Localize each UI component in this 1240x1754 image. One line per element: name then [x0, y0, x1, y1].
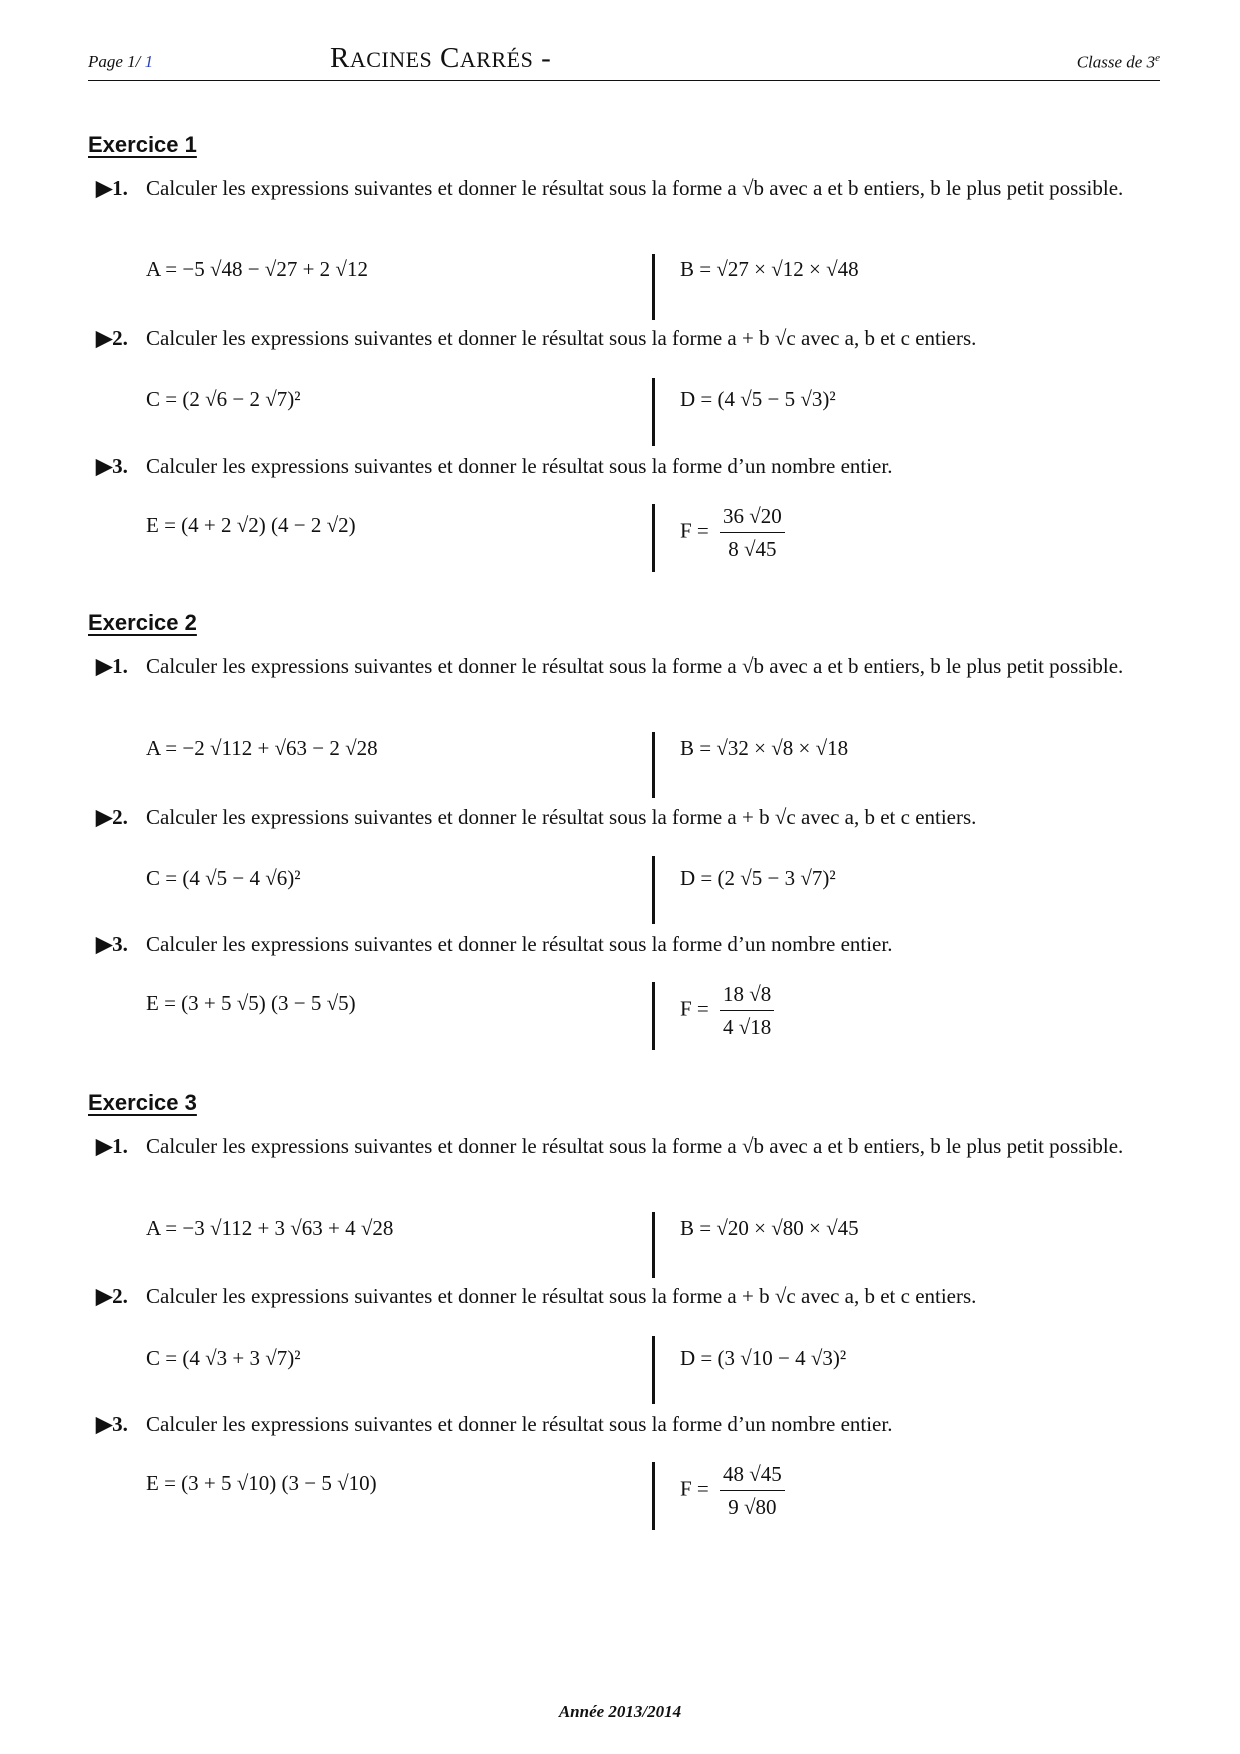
fraction-denominator: 9 √80	[728, 1495, 777, 1519]
page-footer: Année 2013/2014	[558, 1702, 682, 1721]
exercise-1-question-1	[96, 174, 1160, 203]
column-separator	[652, 1462, 655, 1530]
expression-B: B = √27 × √12 × √48	[680, 257, 859, 281]
expression-D: D = (2 √5 − 3 √7)²	[680, 866, 836, 890]
question-instruction: Calculer les expressions suivantes et donner le résultat sous la forme d’un nombre entier.	[146, 1412, 893, 1436]
expression-E: E = (3 + 5 √10) (3 − 5 √10)	[146, 1471, 377, 1495]
question-instruction: Calculer les expressions suivantes et donner le résultat sous la forme d’un nombre entier.	[146, 454, 893, 478]
class-label: Classe de 3e	[1076, 52, 1160, 72]
question-instruction: Calculer les expressions suivantes et donner le résultat sous la forme a √b avec a et b entiers, b le plus petit possible.	[146, 176, 1124, 200]
column-separator	[652, 1212, 655, 1278]
page-counter	[88, 52, 153, 72]
fraction	[720, 501, 785, 564]
exercise-2-question-3	[96, 930, 1160, 959]
column-separator	[652, 982, 655, 1050]
fraction-numerator: 48 √45	[720, 1459, 785, 1491]
question-instruction: Calculer les expressions suivantes et donner le résultat sous la forme a + b √c avec a, b et c entiers.	[146, 805, 977, 829]
expression-C: C = (4 √5 − 4 √6)²	[146, 866, 301, 890]
expression-B: B = √32 × √8 × √18	[680, 736, 849, 760]
question-number: ▶1.	[96, 1134, 128, 1158]
page-header	[88, 44, 1160, 81]
fraction-denominator: 4 √18	[723, 1015, 772, 1039]
exercise-2-question-2	[96, 803, 1160, 832]
exercise-2-question-1	[96, 652, 1160, 681]
expression-F: F = $\frac{36 √20}{8 √45}$	[680, 501, 785, 564]
expression-C: C = (2 √6 − 2 √7)²	[146, 387, 301, 411]
exercise-3-title: Exercice 3	[88, 1090, 197, 1115]
question-number: ▶3.	[96, 1412, 128, 1436]
column-separator	[652, 378, 655, 446]
expression-E: E = (4 + 2 √2) (4 − 2 √2)	[146, 513, 356, 537]
question-number: ▶2.	[96, 1284, 128, 1308]
column-separator	[652, 254, 655, 320]
exercise-1-title: Exercice 1	[88, 132, 197, 157]
fraction	[720, 1459, 785, 1522]
question-instruction: Calculer les expressions suivantes et donner le résultat sous la forme a + b √c avec a, b et c entiers.	[146, 326, 977, 350]
expression-C: C = (4 √3 + 3 √7)²	[146, 1346, 301, 1370]
exercise-3-question-3	[96, 1410, 1160, 1439]
question-number: ▶2.	[96, 805, 128, 829]
expression-F: F = $\frac{48 √45}{9 √80}$	[680, 1459, 785, 1522]
expression-D: D = (4 √5 − 5 √3)²	[680, 387, 836, 411]
page-label: Page 1/	[88, 52, 141, 71]
expression-A: A = −3 √112 + 3 √63 + 4 √28	[146, 1216, 394, 1240]
expression-B: B = √20 × √80 × √45	[680, 1216, 859, 1240]
fraction-numerator: 18 √8	[720, 979, 774, 1011]
expression-E: E = (3 + 5 √5) (3 − 5 √5)	[146, 991, 356, 1015]
page-title: RACINES CARRÉS -	[330, 42, 552, 74]
column-separator	[652, 504, 655, 572]
question-number: ▶1.	[96, 176, 128, 200]
question-number: ▶3.	[96, 932, 128, 956]
fraction-denominator: 8 √45	[728, 537, 777, 561]
page-total-link[interactable]: 1	[144, 52, 154, 71]
exercise-3-question-2	[96, 1282, 1160, 1311]
question-instruction: Calculer les expressions suivantes et donner le résultat sous la forme a √b avec a et b entiers, b le plus petit possible.	[146, 654, 1124, 678]
exercise-3-question-1	[96, 1132, 1160, 1161]
question-number: ▶2.	[96, 326, 128, 350]
exercise-1-question-3	[96, 452, 1160, 481]
exercise-2-title: Exercice 2	[88, 610, 197, 635]
column-separator	[652, 1336, 655, 1404]
question-instruction: Calculer les expressions suivantes et donner le résultat sous la forme a + b √c avec a, b et c entiers.	[146, 1284, 977, 1308]
expression-F: F = $\frac{18 √8}{4 √18}$	[680, 979, 774, 1042]
question-number: ▶1.	[96, 654, 128, 678]
fraction	[720, 979, 774, 1042]
question-instruction: Calculer les expressions suivantes et donner le résultat sous la forme a √b avec a et b entiers, b le plus petit possible.	[146, 1134, 1124, 1158]
question-instruction: Calculer les expressions suivantes et donner le résultat sous la forme d’un nombre entier.	[146, 932, 893, 956]
expression-D: D = (3 √10 − 4 √3)²	[680, 1346, 847, 1370]
column-separator	[652, 856, 655, 924]
expression-A: A = −5 √48 − √27 + 2 √12	[146, 257, 368, 281]
expression-A: A = −2 √112 + √63 − 2 √28	[146, 736, 378, 760]
column-separator	[652, 732, 655, 798]
exercise-1-question-2	[96, 324, 1160, 353]
fraction-numerator: 36 √20	[720, 501, 785, 533]
question-number: ▶3.	[96, 454, 128, 478]
